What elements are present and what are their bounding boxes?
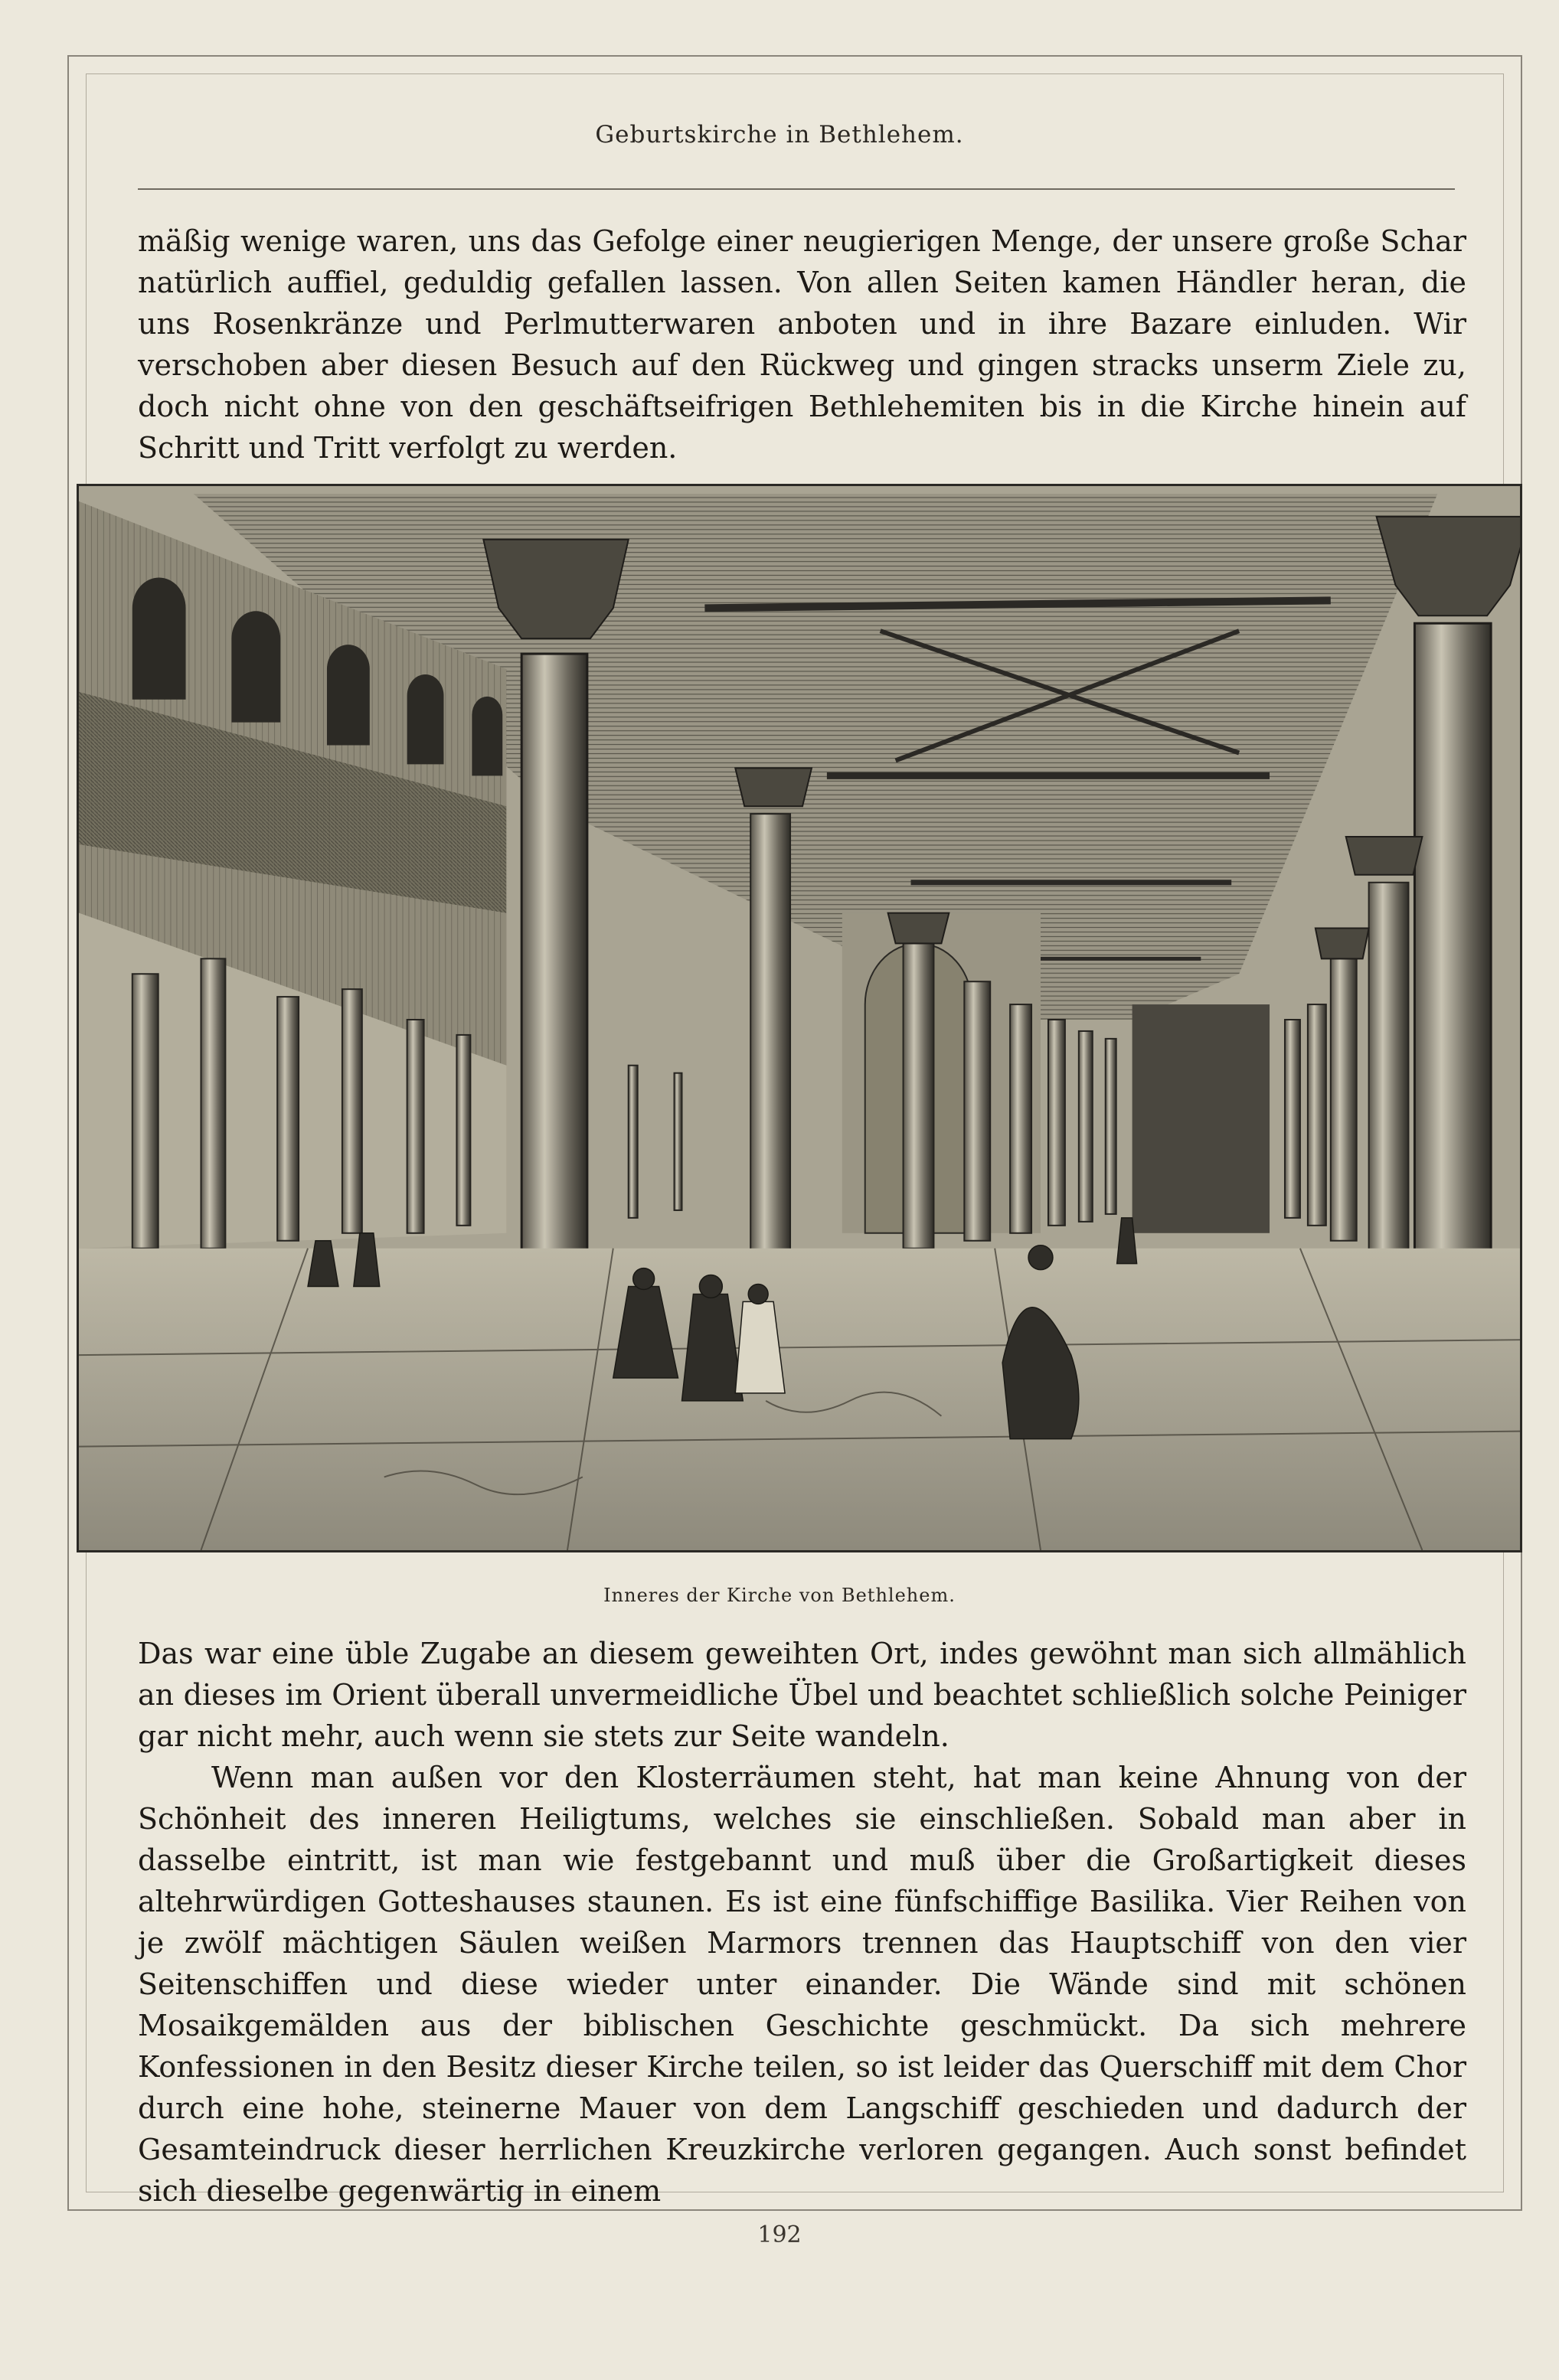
top-paragraph: mäßig wenige waren, uns das Gefolge einer neugierigen Menge, der unsere große Schar natürlich auffiel, geduldig gefallen lassen. Von allen Seiten kamen Händler heran, die uns Rosenkränze und Perlmutterwaren anboten und in ihre Bazare einluden. Wir verschoben aber diesen Besuch auf den Rückweg und gingen stracks unserm Ziele zu, doch nicht ohne von den geschäftseifrigen Bethlehemiten bis in die Kirche hinein auf Schritt und Tritt verfolgt zu werden. [138, 224, 1466, 465]
paragraph-2: Wenn man außen vor den Klosterräumen steht, hat man keine Ahnung von der Schönheit des inneren Heiligtums, welches sie einschließen. Sobald man aber in dasselbe eintritt, ist man wie festgebannt und muß über die Großartigkeit dieses altehrwürdigen Gotteshauses staunen. Es ist eine fünfschiffige Basilika. Vier Reihen von je zwölf mächtigen Säulen weißen Marmors trennen das Hauptschiff von den vier Seitenschiffen und diese wieder unter einander. Die Wände sind mit schönen Mosaikgemälden aus der biblischen Geschichte geschmückt. Da sich mehrere Konfessionen in den Besitz dieser Kirche teilen, so ist leider das Querschiff mit dem Chor durch eine hohe, steinerne Mauer von dem Langschiff geschieden und dadurch der Gesamteindruck dieser herrlichen Kreuzkirche verloren gegangen. Auch sonst befindet sich dieselbe gegenwärtig in einem [138, 1761, 1466, 2208]
running-head: Geburtskirche in Bethlehem. [595, 121, 964, 149]
bottom-text-block [138, 1633, 1466, 2212]
illustration-caption: Inneres der Kirche von Bethlehem. [603, 1585, 956, 1606]
page-number: 192 [757, 2222, 802, 2248]
engraving-drawing [79, 486, 1520, 1550]
church-interior-engraving [77, 484, 1522, 1552]
header-rule [138, 188, 1455, 190]
top-text-block [138, 220, 1466, 468]
paragraph-1: Das war eine üble Zugabe an diesem geweihten Ort, indes gewöhnt man sich allmählich an dieses im Orient überall unvermeidliche Übel und beachtet schließlich solche Peiniger gar nicht mehr, auch wenn sie stets zur Seite wandeln. [138, 1637, 1466, 1753]
